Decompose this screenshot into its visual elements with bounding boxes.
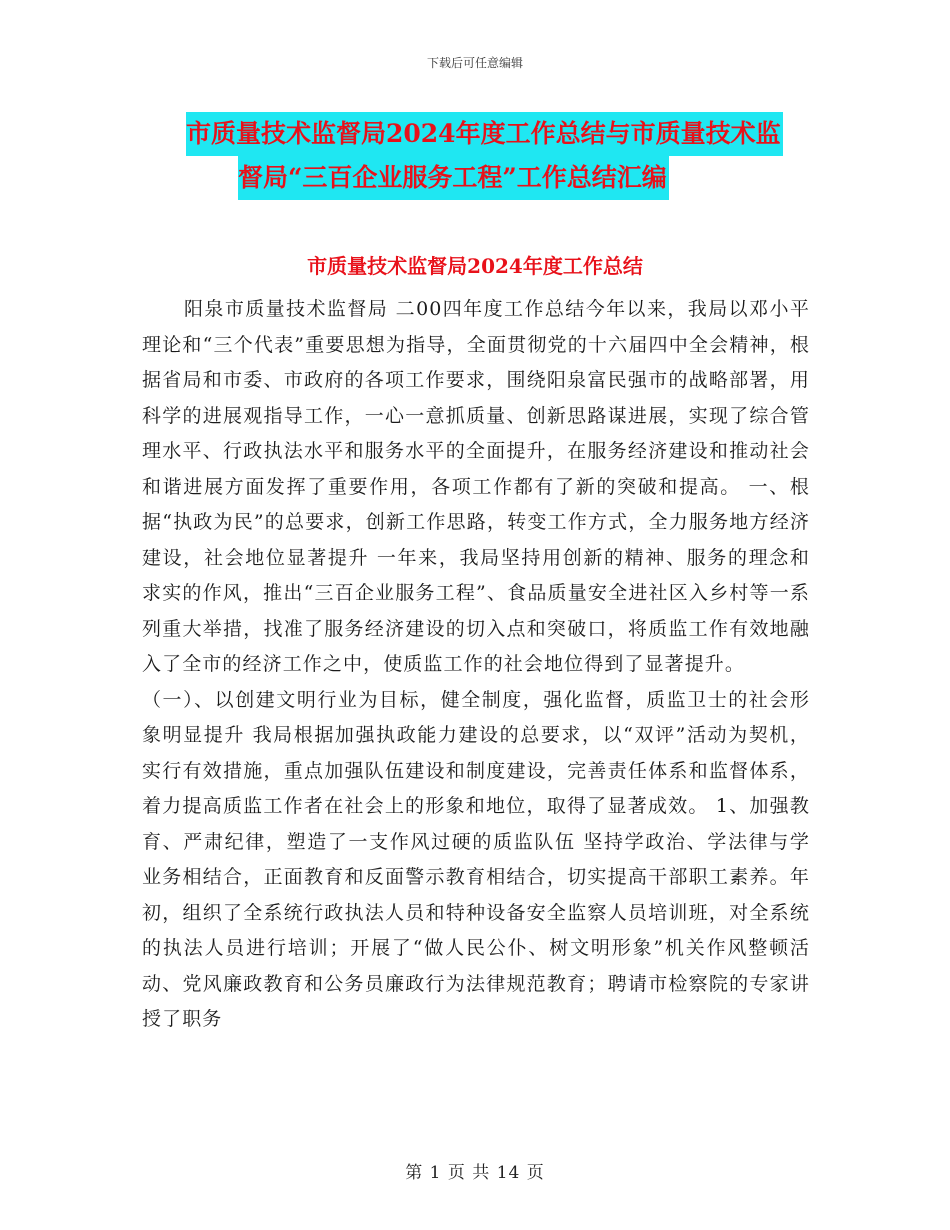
document-title: [186, 112, 826, 200]
paragraph: 阳泉市质量技术监督局 二00四年度工作总结今年以来，我局以邓小平理论和“三个代表”重要思想为指导，全面贯彻党的十六届四中全会精神，根据省局和市委、市政府的各项工作要求，围绕阳泉富民强市的战略部署，用科学的进展观指导工作，一心一意抓质量、创新思路谋进展，实现了综合管理水平、行政执法水平和服务水平的全面提升，在服务经济建设和推动社会和谐进展方面发挥了重要作用，各项工作都有了新的突破和提高。 一、根据“执政为民”的总要求，创新工作思路，转变工作方式，全力服务地方经济建设，社会地位显著提升 一年来，我局坚持用创新的精神、服务的理念和求实的作风，推出“三百企业服务工程”、食品质量安全进社区入乡村等一系列重大举措，找准了服务经济建设的切入点和突破口，将质监工作有效地融入了全市的经济工作之中，使质监工作的社会地位得到了显著提升。: [142, 298, 810, 675]
body-text: [142, 292, 810, 1038]
document-title-line-2: 督局“三百企业服务工程”工作总结汇编: [238, 156, 669, 200]
page-number-footer: 第 1 页 共 14 页: [405, 1163, 545, 1183]
paragraph: （一）、以创建文明行业为目标，健全制度，强化监督，质监卫士的社会形象明显提升 我局根据加强执政能力建设的总要求，以“双评”活动为契机，实行有效措施，重点加强队伍建设和制度建设，完善责任体系和监督体系，着力提高质监工作者在社会上的形象和地位，取得了显著成效。 1、加强教育、严肃纪律，塑造了一支作风过硬的质监队伍 坚持学政治、学法律与学业务相结合，正面教育和反面警示教育相结合，切实提高干部职工素养。年初，组织了全系统行政执法人员和特种设备安全监察人员培训班，对全系统的执法人员进行培训；开展了“做人民公仆、树文明形象”机关作风整顿活动、党风廉政教育和公务员廉政行为法律规范教育；聘请市检察院的专家讲授了职务: [142, 688, 810, 1030]
header-note: 下载后可任意编辑: [426, 56, 523, 70]
document-title-line-1: 市质量技术监督局2024年度工作总结与市质量技术监: [186, 112, 783, 156]
section-title: 市质量技术监督局2024年度工作总结: [307, 254, 643, 278]
